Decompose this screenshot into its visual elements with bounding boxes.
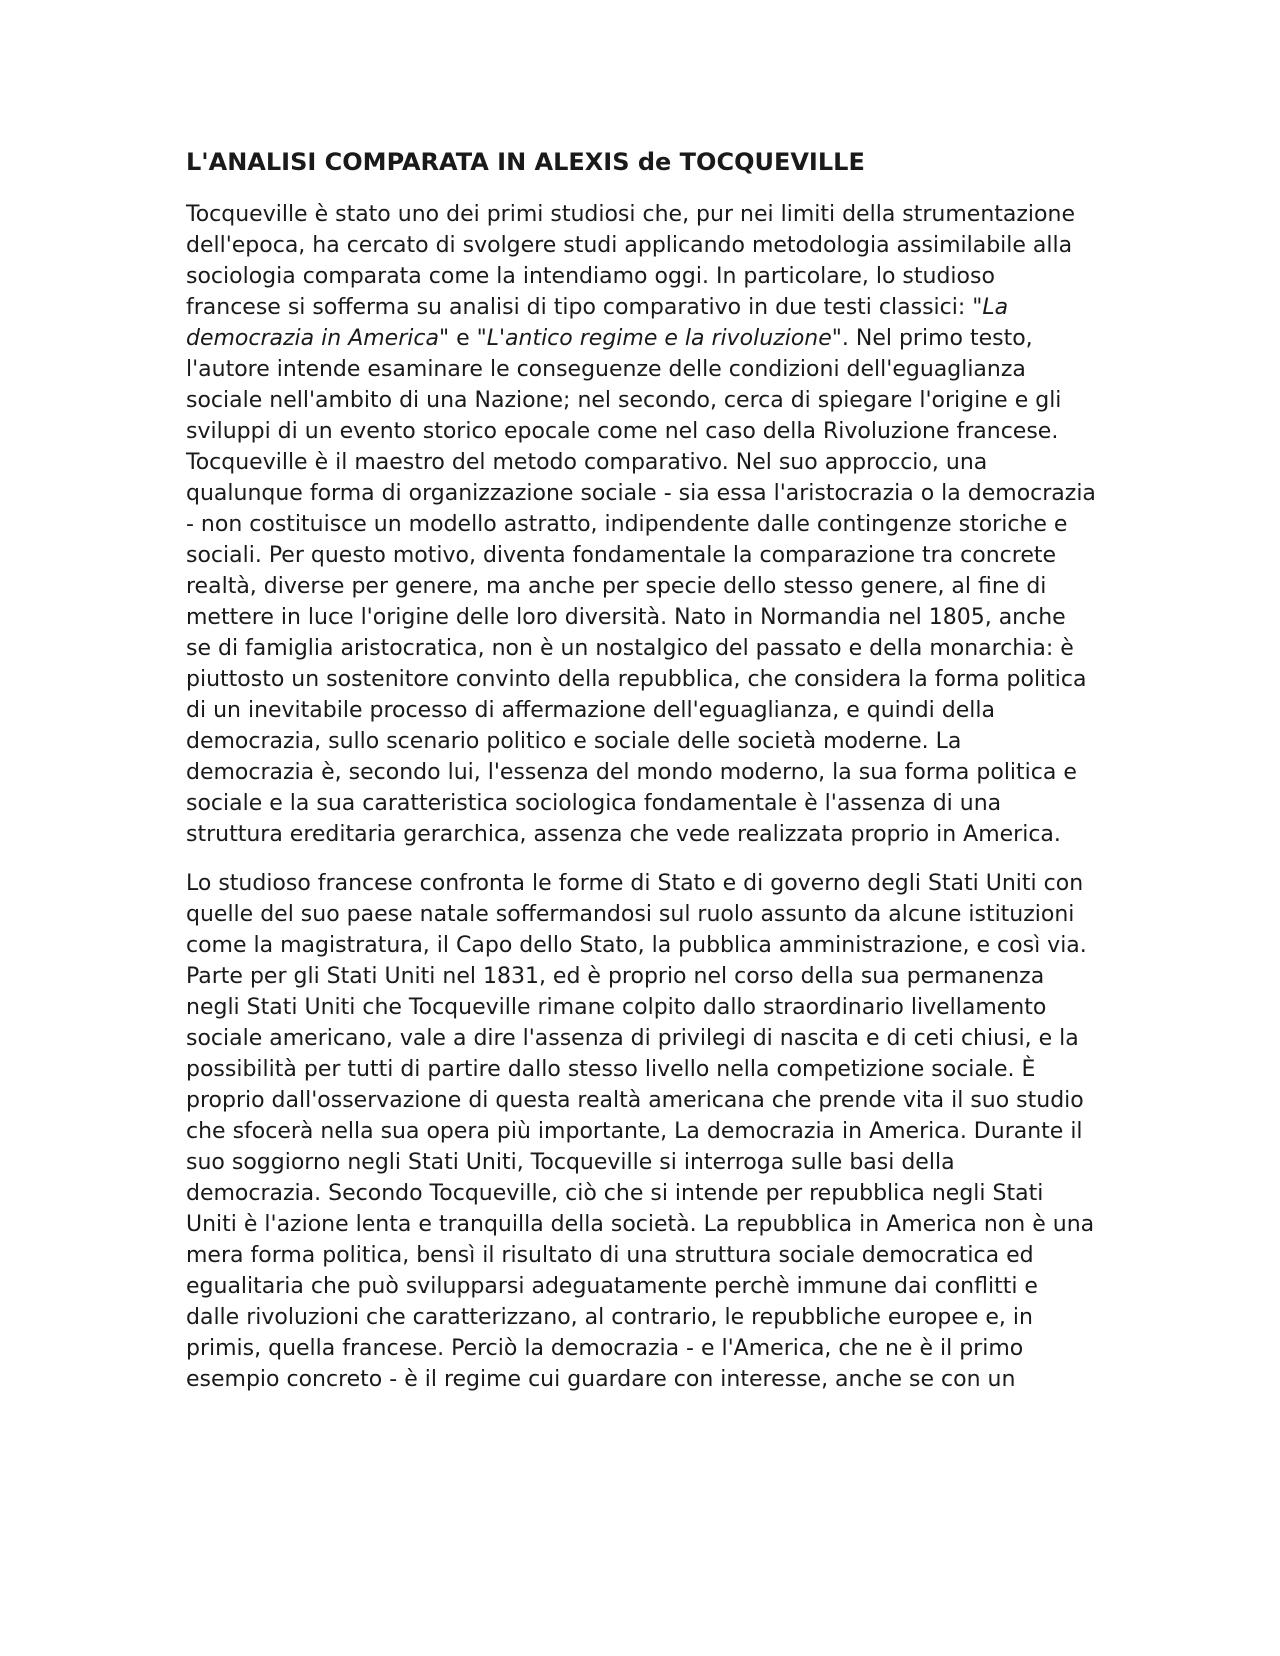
paragraph-2: Lo studioso francese confronta le forme di Stato e di governo degli Stati Uniti con quelle del suo paese natale soffermandosi sul ruolo assunto da alcune istituzioni come la magistratura, il Capo dello Stato, la pubblica amministrazione, e così via. Parte per gli Stati Uniti nel 1831, ed è proprio nel corso della sua permanenza negli Stati Uniti che Tocqueville rimane colpito dallo straordinario livellamento sociale americano, vale a dire l'assenza di privilegi di nascita e di ceti chiusi, e la possibilità per tutti di partire dallo stesso livello nella competizione sociale. È proprio dall'osservazione di questa realtà americana che prende vita il suo studio che sfocerà nella sua opera più importante, La democrazia in America. Durante il suo soggiorno negli Stati Uniti, Tocqueville si interroga sulle basi della democrazia. Secondo Tocqueville, ciò che si intende per repubblica negli Stati Uniti è l'azione lenta e tranquilla della società. La repubblica in America non è una mera forma politica, bensì il risultato di una struttura sociale democratica ed egualitaria che può svilupparsi adeguatamente perchè immune dai conflitti e dalle rivoluzioni che caratterizzano, al contrario, le repubbliche europee e, in primis, quella francese. Perciò la democrazia - e l'America, che ne è il primo esempio concreto - è il regime cui guardare con interesse, anche se con un <box>186 871 1095 1392</box>
document-title: L'ANALISI COMPARATA IN ALEXIS de TOCQUEVILLE <box>186 148 865 176</box>
book-title-antico-regime: L'antico regime e la rivoluzione <box>486 326 832 351</box>
paragraph-1-text-a: Tocqueville è stato uno dei primi studiosi che, pur nei limiti della strumentazione dell'epoca, ha cercato di svolgere studi applicando metodologia assimilabile alla sociologia comparata come la intendiamo oggi. In particolare, lo studioso francese si sofferma su analisi di tipo comparativo in due testi classici: " <box>186 202 1075 320</box>
paragraph-1-text-c: ". Nel primo testo, l'autore intende esaminare le conseguenze delle condizioni dell'eguaglianza sociale nell'ambito di una Nazione; nel secondo, cerca di spiegare l'origine e gli sviluppi di un evento storico epocale come nel caso della Rivoluzione francese. Tocqueville è il maestro del metodo comparativo. Nel suo approccio, una qualunque forma di organizzazione sociale - sia essa l'aristocrazia o la democrazia - non costituisce un modello astratto, indipendente dalle contingenze storiche e sociali. Per questo motivo, diventa fondamentale la comparazione tra concrete realtà, diverse per genere, ma anche per specie dello stesso genere, al fine di mettere in luce l'origine delle loro diversità. Nato in Normandia nel 1805, anche se di famiglia aristocratica, non è un nostalgico del passato e della monarchia: è piuttosto un sostenitore convinto della repubblica, che considera la forma politica di un inevitabile processo di affermazione dell'eguaglianza, e quindi della democrazia, sullo scenario politico e sociale delle società moderne. La democrazia è, secondo lui, l'essenza del mondo moderno, la sua forma politica e sociale e la sua caratteristica sociologica fondamentale è l'assenza di una struttura ereditaria gerarchica, assenza che vede realizzata proprio in America. <box>186 326 1096 847</box>
paragraph-1 <box>186 199 1096 850</box>
book-title-democrazia: La democrazia in America <box>186 295 1009 351</box>
document-body <box>186 145 1096 1413</box>
paragraph-1-text-b: " e " <box>438 326 487 351</box>
